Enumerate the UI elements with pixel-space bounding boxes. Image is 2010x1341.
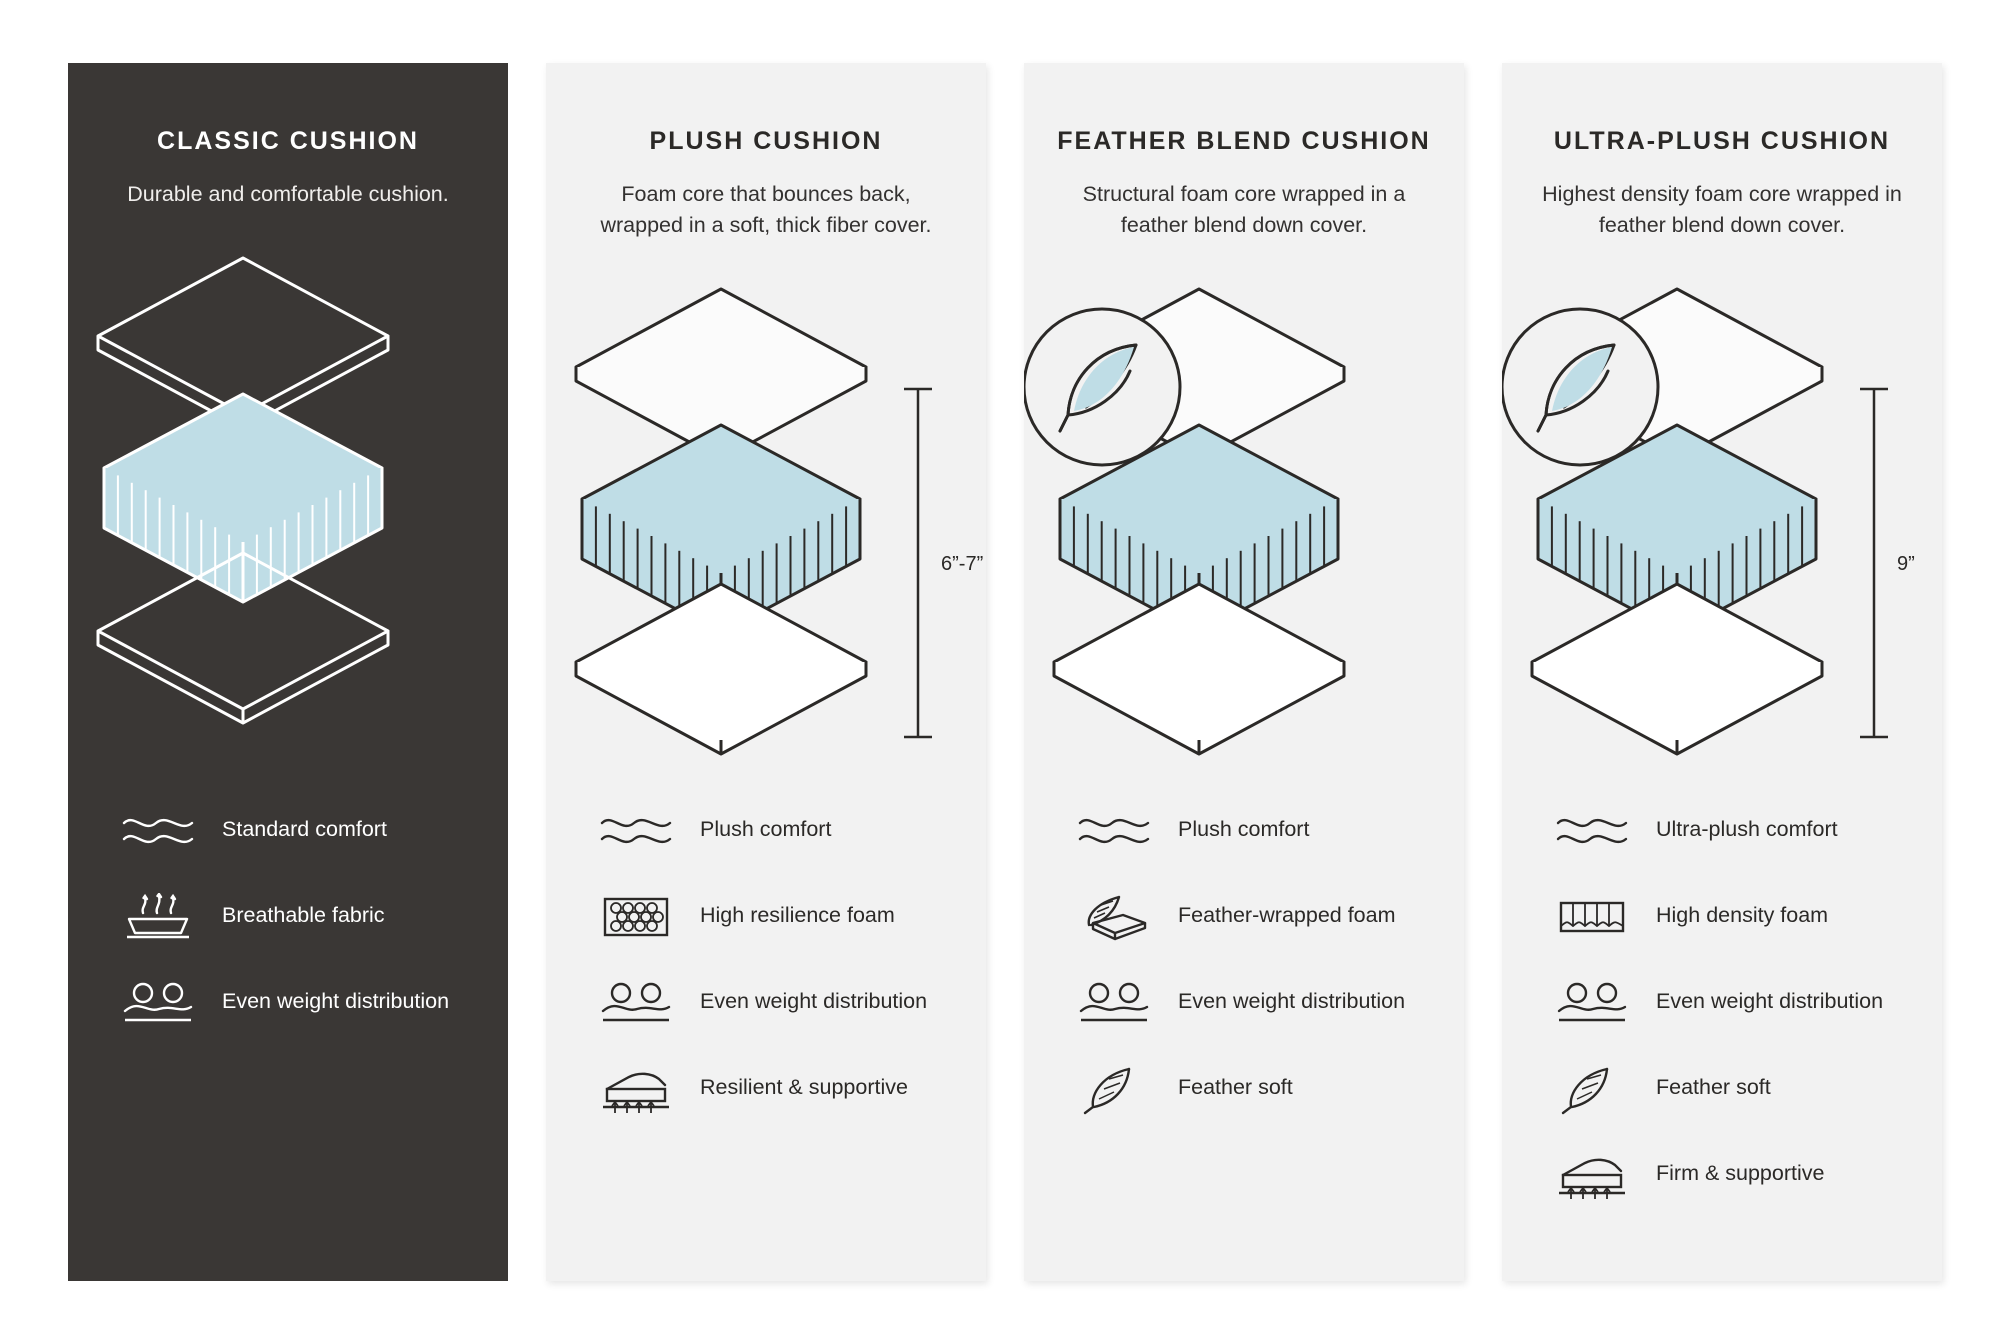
feature-list xyxy=(546,803,986,1147)
card-header xyxy=(1502,63,1942,241)
dimension-indicator xyxy=(904,389,983,737)
feature-label: Plush comfort xyxy=(1178,817,1310,841)
feature-label: Even weight distribution xyxy=(1178,989,1406,1013)
firm-support-icon xyxy=(1554,1147,1630,1203)
feature-item xyxy=(120,975,456,1033)
feature-item xyxy=(120,889,456,947)
feature-label: High resilience foam xyxy=(700,903,895,927)
feature-item xyxy=(598,803,934,861)
feature-label: Feather soft xyxy=(1656,1075,1771,1099)
feature-item xyxy=(120,803,456,861)
card-header xyxy=(68,63,508,210)
cushion-bottom-panel xyxy=(576,584,866,754)
feature-item xyxy=(1076,889,1412,947)
cushion-layer-diagram xyxy=(546,267,986,627)
feature-item xyxy=(1076,803,1412,861)
feature-label: Firm & supportive xyxy=(1656,1161,1825,1185)
feature-list xyxy=(1502,803,1942,1233)
card-title: ULTRA-PLUSH CUSHION xyxy=(1553,127,1891,155)
feature-item xyxy=(1554,1061,1890,1119)
feature-label: Feather-wrapped foam xyxy=(1178,903,1396,927)
feather-wrapped-foam-icon xyxy=(1076,889,1152,945)
feather-badge-icon xyxy=(1502,309,1658,465)
feature-label: Plush comfort xyxy=(700,817,832,841)
wave-lines-icon xyxy=(120,803,196,859)
feature-label: Breathable fabric xyxy=(222,903,385,927)
feature-item xyxy=(1554,803,1890,861)
card-header xyxy=(1024,63,1464,241)
feature-item xyxy=(598,975,934,1033)
feature-label: Feather soft xyxy=(1178,1075,1293,1099)
weight-distribution-icon xyxy=(120,975,196,1031)
feature-list xyxy=(68,803,508,1061)
svg-text:9”: 9” xyxy=(1897,553,1915,576)
feature-item xyxy=(1554,975,1890,1033)
wave-lines-icon xyxy=(1554,803,1630,859)
card-description: Foam core that bounces back, wrapped in a soft, thick fiber cover. xyxy=(600,182,932,238)
cushion-card-classic-cushion xyxy=(68,63,508,1281)
feather-icon xyxy=(1076,1061,1152,1117)
card-header xyxy=(546,63,986,241)
card-description: Durable and comfortable cushion. xyxy=(127,182,449,206)
feature-item xyxy=(1076,975,1412,1033)
high-density-foam-icon xyxy=(1554,889,1630,945)
weight-distribution-icon xyxy=(598,975,674,1031)
feature-list xyxy=(1024,803,1464,1147)
feature-item xyxy=(598,1061,934,1119)
wave-lines-icon xyxy=(1076,803,1152,859)
feature-item xyxy=(598,889,934,947)
feature-label: Ultra-plush comfort xyxy=(1656,817,1838,841)
resilient-support-icon xyxy=(598,1061,674,1117)
cushion-card-plush-cushion xyxy=(546,63,986,1281)
feature-label: Even weight distribution xyxy=(1656,989,1884,1013)
cushion-layer-diagram xyxy=(1502,267,1942,627)
card-description: Highest density foam core wrapped in feather blend down cover. xyxy=(1542,182,1902,238)
feature-label: High density foam xyxy=(1656,903,1829,927)
feather-badge-icon xyxy=(1024,309,1180,465)
feature-label: Even weight distribution xyxy=(222,989,450,1013)
feature-item xyxy=(1554,889,1890,947)
card-description: Structural foam core wrapped in a feather blend down cover. xyxy=(1082,182,1406,238)
weight-distribution-icon xyxy=(1076,975,1152,1031)
breathable-fabric-icon xyxy=(120,889,196,945)
feature-item xyxy=(1076,1061,1412,1119)
cushion-bottom-panel xyxy=(1054,584,1344,754)
cushion-bottom-panel xyxy=(1532,584,1822,754)
honeycomb-foam-icon xyxy=(598,889,674,945)
cushion-foam-core xyxy=(104,394,382,602)
feather-icon xyxy=(1554,1061,1630,1117)
svg-text:6”-7”: 6”-7” xyxy=(941,553,984,576)
feature-label: Standard comfort xyxy=(222,817,387,841)
cushion-card-feather-blend-cushion xyxy=(1024,63,1464,1281)
cushion-layer-diagram xyxy=(68,236,508,596)
card-title: CLASSIC CUSHION xyxy=(157,127,419,155)
card-title: FEATHER BLEND CUSHION xyxy=(1057,127,1431,155)
feature-label: Resilient & supportive xyxy=(700,1075,908,1099)
cushion-layer-diagram xyxy=(1024,267,1464,627)
wave-lines-icon xyxy=(598,803,674,859)
cushion-card-ultra-plush-cushion xyxy=(1502,63,1942,1281)
dimension-indicator xyxy=(1860,389,1915,737)
weight-distribution-icon xyxy=(1554,975,1630,1031)
feature-item xyxy=(1554,1147,1890,1205)
card-title: PLUSH CUSHION xyxy=(649,127,883,155)
feature-label: Even weight distribution xyxy=(700,989,928,1013)
